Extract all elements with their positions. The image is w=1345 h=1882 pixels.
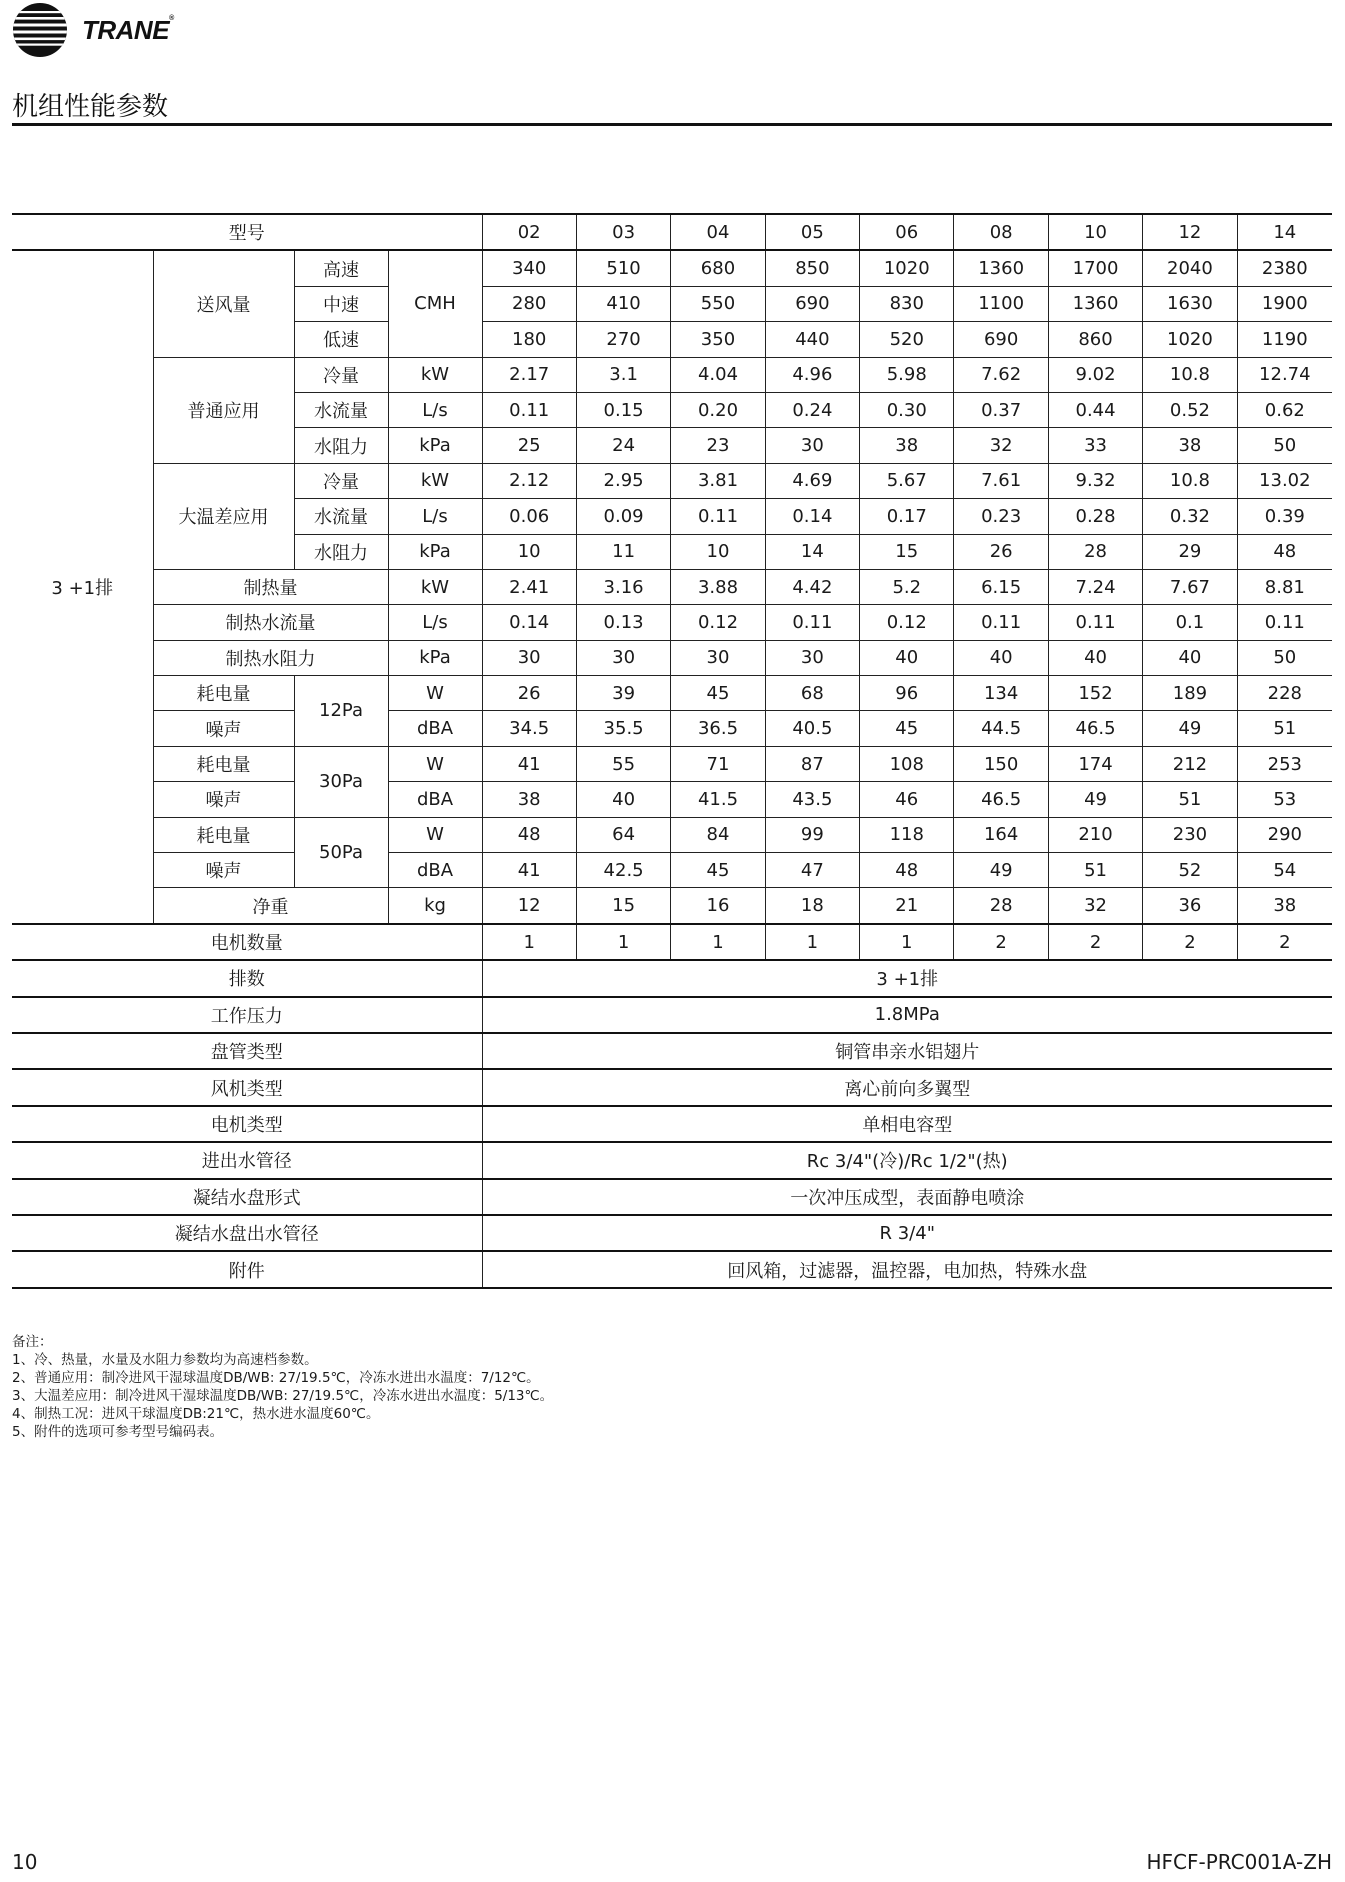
value-cell: 2 [1048,924,1142,960]
value-cell: 3.1 [576,357,670,392]
page-title: 机组性能参数 [12,92,169,122]
value-cell: 38 [482,782,576,817]
spec-label: 附件 [12,1251,482,1287]
value-cell: 36 [1143,888,1237,924]
value-cell: 189 [1143,676,1237,711]
table-row [12,782,1332,817]
value-cell: 36.5 [671,711,765,746]
model-cell: 03 [576,214,670,250]
model-cell: 08 [954,214,1048,250]
model-label: 型号 [12,214,482,250]
value-cell: 40 [576,782,670,817]
value-cell: 38 [1143,428,1237,463]
value-cell: 9.02 [1048,357,1142,392]
value-cell: 33 [1048,428,1142,463]
unit-cell: kW [388,463,482,498]
unit-cell: kPa [388,640,482,675]
value-cell: 0.11 [1048,605,1142,640]
value-cell: 49 [1048,782,1142,817]
value-cell: 44.5 [954,711,1048,746]
value-cell: 41 [482,746,576,781]
row-label: 水流量 [294,499,388,534]
value-cell: 0.39 [1237,499,1332,534]
page-number: 10 [12,1850,38,1874]
row-label: 低速 [294,322,388,357]
spec-value: 一次冲压成型，表面静电喷涂 [482,1179,1332,1215]
row-label: 制热水阻力 [153,640,388,675]
table-row [12,250,1332,286]
table-row [12,853,1332,888]
value-cell: 5.98 [860,357,954,392]
row-label: 耗电量 [153,676,294,711]
spec-label: 风机类型 [12,1069,482,1105]
table-row [12,711,1332,746]
value-cell: 690 [954,322,1048,357]
spec-value: 回风箱，过滤器，温控器，电加热，特殊水盘 [482,1251,1332,1287]
value-cell: 0.09 [576,499,670,534]
spec-value: 铜管串亲水铝翅片 [482,1033,1332,1069]
value-cell: 40 [1048,640,1142,675]
value-cell: 41.5 [671,782,765,817]
value-cell: 2.95 [576,463,670,498]
value-cell: 0.11 [482,392,576,427]
value-cell: 7.67 [1143,569,1237,604]
unit-cell: kW [388,569,482,604]
value-cell: 0.62 [1237,392,1332,427]
value-cell: 52 [1143,853,1237,888]
esp-label: 12Pa [294,676,388,747]
value-cell: 0.14 [482,605,576,640]
note-item: 5、附件的选项可参考型号编码表。 [12,1424,224,1440]
value-cell: 45 [671,853,765,888]
value-cell: 280 [482,286,576,321]
value-cell: 0.44 [1048,392,1142,427]
value-cell: 1900 [1237,286,1332,321]
value-cell: 47 [765,853,859,888]
document-code: HFCF-PRC001A-ZH [1146,1850,1332,1874]
row-label: 高速 [294,250,388,286]
value-cell: 210 [1048,817,1142,852]
value-cell: 1020 [860,250,954,286]
value-cell: 2 [954,924,1048,960]
model-cell: 12 [1143,214,1237,250]
value-cell: 45 [860,711,954,746]
row-label: 噪声 [153,782,294,817]
unit-cell: L/s [388,605,482,640]
value-cell: 16 [671,888,765,924]
value-cell: 108 [860,746,954,781]
spec-label: 排数 [12,960,482,996]
spec-value: 3 +1排 [482,960,1332,996]
value-cell: 150 [954,746,1048,781]
value-cell: 1190 [1237,322,1332,357]
value-cell: 11 [576,534,670,569]
value-cell: 1360 [1048,286,1142,321]
table-row [12,569,1332,604]
value-cell: 64 [576,817,670,852]
title-divider [12,123,1332,126]
normal-application-label: 普通应用 [153,357,294,463]
value-cell: 10.8 [1143,463,1237,498]
trane-globe-icon [12,2,68,58]
notes-section [12,1333,553,1441]
value-cell: 0.11 [671,499,765,534]
value-cell: 50 [1237,640,1332,675]
row-label: 制热水流量 [153,605,388,640]
value-cell: 2.17 [482,357,576,392]
value-cell: 10 [671,534,765,569]
row-label: 水阻力 [294,428,388,463]
value-cell: 134 [954,676,1048,711]
spec-value: 单相电容型 [482,1106,1332,1142]
value-cell: 1100 [954,286,1048,321]
value-cell: 0.12 [860,605,954,640]
row-label: 中速 [294,286,388,321]
value-cell: 25 [482,428,576,463]
row-label: 噪声 [153,853,294,888]
value-cell: 49 [954,853,1048,888]
value-cell: 2 [1143,924,1237,960]
coil-rows-label: 3 +1排 [12,250,153,923]
value-cell: 0.1 [1143,605,1237,640]
unit-cell: dBA [388,711,482,746]
value-cell: 15 [576,888,670,924]
value-cell: 0.13 [576,605,670,640]
value-cell: 34.5 [482,711,576,746]
value-cell: 26 [482,676,576,711]
spec-value: 1.8MPa [482,997,1332,1033]
performance-table [12,213,1332,1289]
spec-label: 电机类型 [12,1106,482,1142]
unit-cell: W [388,746,482,781]
value-cell: 0.24 [765,392,859,427]
value-cell: 7.24 [1048,569,1142,604]
table-header-row [12,214,1332,250]
value-cell: 180 [482,322,576,357]
spec-label: 盘管类型 [12,1033,482,1069]
value-cell: 48 [1237,534,1332,569]
value-cell: 96 [860,676,954,711]
spec-row [12,960,1332,996]
row-label: 冷量 [294,463,388,498]
value-cell: 49 [1143,711,1237,746]
value-cell: 2380 [1237,250,1332,286]
value-cell: 0.52 [1143,392,1237,427]
value-cell: 1 [576,924,670,960]
value-cell: 410 [576,286,670,321]
value-cell: 5.67 [860,463,954,498]
airflow-unit: CMH [388,250,482,357]
value-cell: 0.11 [765,605,859,640]
value-cell: 71 [671,746,765,781]
value-cell: 51 [1143,782,1237,817]
table-row [12,640,1332,675]
value-cell: 0.14 [765,499,859,534]
value-cell: 7.62 [954,357,1048,392]
value-cell: 0.28 [1048,499,1142,534]
value-cell: 46 [860,782,954,817]
value-cell: 30 [482,640,576,675]
value-cell: 51 [1048,853,1142,888]
value-cell: 51 [1237,711,1332,746]
value-cell: 87 [765,746,859,781]
value-cell: 118 [860,817,954,852]
trane-logo [12,2,174,58]
value-cell: 28 [954,888,1048,924]
value-cell: 21 [860,888,954,924]
row-label: 制热量 [153,569,388,604]
table-row [12,605,1332,640]
value-cell: 690 [765,286,859,321]
value-cell: 46.5 [1048,711,1142,746]
spec-label: 进出水管径 [12,1142,482,1178]
value-cell: 1020 [1143,322,1237,357]
value-cell: 14 [765,534,859,569]
unit-cell: dBA [388,782,482,817]
value-cell: 68 [765,676,859,711]
spec-label: 工作压力 [12,997,482,1033]
value-cell: 43.5 [765,782,859,817]
value-cell: 350 [671,322,765,357]
value-cell: 212 [1143,746,1237,781]
value-cell: 48 [860,853,954,888]
value-cell: 38 [860,428,954,463]
spec-row [12,1142,1332,1178]
value-cell: 4.04 [671,357,765,392]
value-cell: 4.69 [765,463,859,498]
unit-cell: kg [388,888,482,924]
value-cell: 2040 [1143,250,1237,286]
value-cell: 12.74 [1237,357,1332,392]
spec-label: 凝结水盘出水管径 [12,1215,482,1251]
spec-row [12,1179,1332,1215]
notes-heading: 备注： [12,1334,53,1350]
table-row [12,357,1332,392]
value-cell: 520 [860,322,954,357]
value-cell: 32 [1048,888,1142,924]
brand-name: TRANE® [82,14,174,45]
table-row [12,746,1332,781]
value-cell: 30 [671,640,765,675]
value-cell: 4.42 [765,569,859,604]
row-label: 冷量 [294,357,388,392]
value-cell: 1360 [954,250,1048,286]
value-cell: 510 [576,250,670,286]
value-cell: 680 [671,250,765,286]
value-cell: 0.37 [954,392,1048,427]
model-cell: 10 [1048,214,1142,250]
value-cell: 2.12 [482,463,576,498]
value-cell: 26 [954,534,1048,569]
spec-label: 凝结水盘形式 [12,1179,482,1215]
row-label: 耗电量 [153,746,294,781]
value-cell: 99 [765,817,859,852]
value-cell: 53 [1237,782,1332,817]
value-cell: 40 [860,640,954,675]
value-cell: 48 [482,817,576,852]
note-item: 1、冷、热量，水量及水阻力参数均为高速档参数。 [12,1352,318,1368]
value-cell: 18 [765,888,859,924]
spec-row [12,1069,1332,1105]
spec-value: Rc 3/4"(冷)/Rc 1/2"(热) [482,1142,1332,1178]
value-cell: 10.8 [1143,357,1237,392]
value-cell: 2.41 [482,569,576,604]
spec-row [12,1033,1332,1069]
spec-row [12,1106,1332,1142]
table-row [12,888,1332,924]
spec-value: R 3/4" [482,1215,1332,1251]
row-label: 净重 [153,888,388,924]
value-cell: 0.12 [671,605,765,640]
value-cell: 15 [860,534,954,569]
value-cell: 340 [482,250,576,286]
value-cell: 1700 [1048,250,1142,286]
unit-cell: W [388,676,482,711]
unit-cell: kPa [388,534,482,569]
value-cell: 1630 [1143,286,1237,321]
row-label: 水流量 [294,392,388,427]
value-cell: 0.32 [1143,499,1237,534]
value-cell: 38 [1237,888,1332,924]
value-cell: 860 [1048,322,1142,357]
model-cell: 04 [671,214,765,250]
value-cell: 35.5 [576,711,670,746]
note-item: 2、普通应用：制冷进风干湿球温度DB/WB: 27/19.5℃，冷冻水进出水温度：7/12℃。 [12,1370,540,1386]
value-cell: 29 [1143,534,1237,569]
model-cell: 05 [765,214,859,250]
value-cell: 10 [482,534,576,569]
value-cell: 4.96 [765,357,859,392]
value-cell: 28 [1048,534,1142,569]
value-cell: 174 [1048,746,1142,781]
unit-cell: dBA [388,853,482,888]
esp-label: 50Pa [294,817,388,888]
table-row [12,463,1332,498]
note-item: 3、大温差应用：制冷进风干湿球温度DB/WB: 27/19.5℃，冷冻水进出水温度：5/13℃。 [12,1388,554,1404]
unit-cell: W [388,817,482,852]
table-row [12,676,1332,711]
value-cell: 30 [765,640,859,675]
spec-value: 离心前向多翼型 [482,1069,1332,1105]
spec-row [12,1215,1332,1251]
value-cell: 46.5 [954,782,1048,817]
value-cell: 253 [1237,746,1332,781]
value-cell: 24 [576,428,670,463]
value-cell: 41 [482,853,576,888]
airflow-label: 送风量 [153,250,294,357]
value-cell: 54 [1237,853,1332,888]
value-cell: 0.06 [482,499,576,534]
value-cell: 1 [765,924,859,960]
value-cell: 0.23 [954,499,1048,534]
value-cell: 850 [765,250,859,286]
table-row [12,924,1332,960]
value-cell: 55 [576,746,670,781]
value-cell: 1 [860,924,954,960]
value-cell: 3.88 [671,569,765,604]
value-cell: 152 [1048,676,1142,711]
value-cell: 42.5 [576,853,670,888]
value-cell: 1 [671,924,765,960]
value-cell: 3.81 [671,463,765,498]
value-cell: 13.02 [1237,463,1332,498]
row-label: 噪声 [153,711,294,746]
value-cell: 84 [671,817,765,852]
value-cell: 0.17 [860,499,954,534]
value-cell: 230 [1143,817,1237,852]
value-cell: 23 [671,428,765,463]
row-label: 电机数量 [12,924,482,960]
unit-cell: kPa [388,428,482,463]
value-cell: 830 [860,286,954,321]
unit-cell: kW [388,357,482,392]
value-cell: 40.5 [765,711,859,746]
value-cell: 39 [576,676,670,711]
value-cell: 0.20 [671,392,765,427]
row-label: 水阻力 [294,534,388,569]
unit-cell: L/s [388,499,482,534]
value-cell: 7.61 [954,463,1048,498]
row-label: 耗电量 [153,817,294,852]
value-cell: 12 [482,888,576,924]
value-cell: 0.15 [576,392,670,427]
value-cell: 30 [576,640,670,675]
note-item: 4、制热工况：进风干球温度DB:21℃，热水进水温度60℃。 [12,1406,380,1422]
value-cell: 0.11 [1237,605,1332,640]
value-cell: 5.2 [860,569,954,604]
spec-row [12,997,1332,1033]
value-cell: 0.11 [954,605,1048,640]
big-delta-t-label: 大温差应用 [153,463,294,569]
table-row [12,817,1332,852]
value-cell: 440 [765,322,859,357]
value-cell: 550 [671,286,765,321]
model-cell: 02 [482,214,576,250]
model-cell: 06 [860,214,954,250]
value-cell: 0.30 [860,392,954,427]
value-cell: 228 [1237,676,1332,711]
value-cell: 290 [1237,817,1332,852]
spec-row [12,1251,1332,1287]
value-cell: 30 [765,428,859,463]
value-cell: 32 [954,428,1048,463]
esp-label: 30Pa [294,746,388,817]
value-cell: 45 [671,676,765,711]
value-cell: 6.15 [954,569,1048,604]
value-cell: 9.32 [1048,463,1142,498]
value-cell: 3.16 [576,569,670,604]
model-cell: 14 [1237,214,1332,250]
value-cell: 270 [576,322,670,357]
value-cell: 1 [482,924,576,960]
value-cell: 40 [954,640,1048,675]
value-cell: 50 [1237,428,1332,463]
value-cell: 40 [1143,640,1237,675]
value-cell: 164 [954,817,1048,852]
value-cell: 2 [1237,924,1332,960]
value-cell: 8.81 [1237,569,1332,604]
unit-cell: L/s [388,392,482,427]
